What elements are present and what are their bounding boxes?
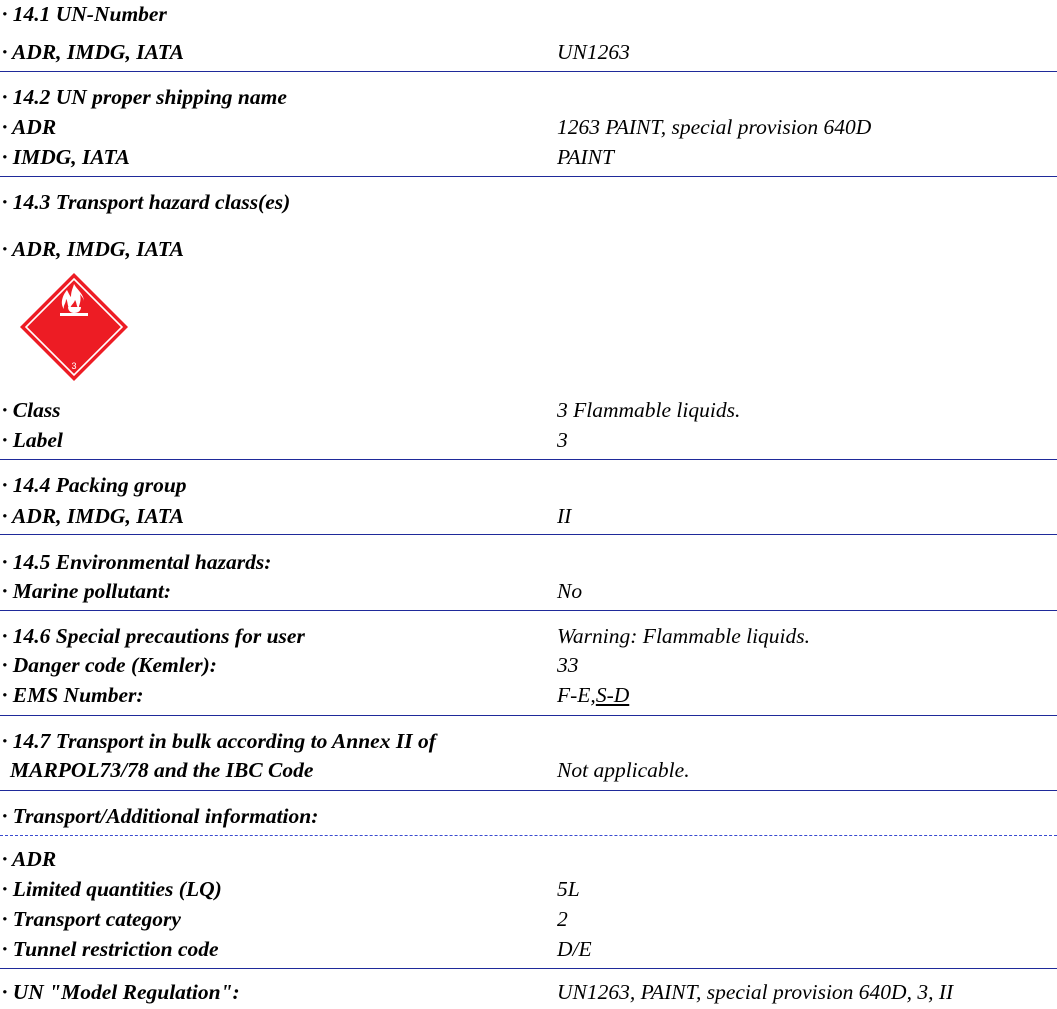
shipping-name-adr-value: 1263 PAINT, special provision 640D xyxy=(557,115,872,139)
special-precautions-value: Warning: Flammable liquids. xyxy=(557,624,811,648)
transport-category-label: · Transport category xyxy=(2,907,181,931)
section-divider xyxy=(0,610,1057,611)
tunnel-restriction-label: · Tunnel restriction code xyxy=(2,937,219,961)
section-divider xyxy=(0,968,1057,969)
un-number-mode: · ADR, IMDG, IATA xyxy=(2,40,185,64)
ems-number-value xyxy=(557,682,629,708)
label-label: · Label xyxy=(2,428,63,452)
ems-number-value-b: S-D xyxy=(595,683,630,707)
shipping-name-imdg-label: · IMDG, IATA xyxy=(2,145,130,169)
section-14-7-heading-line2: MARPOL73/78 and the IBC Code xyxy=(10,758,314,782)
limited-quantities-label: · Limited quantities (LQ) xyxy=(2,877,222,901)
section-14-5-heading: · 14.5 Environmental hazards: xyxy=(2,550,272,574)
ems-number-value-a: F-E, xyxy=(557,683,596,707)
section-14-7-heading: · 14.7 Transport in bulk according to Annex II of xyxy=(2,729,436,753)
marine-pollutant-value: No xyxy=(557,579,583,603)
section-divider xyxy=(0,790,1057,791)
packing-group-value: II xyxy=(557,504,572,528)
limited-quantities-value: 5L xyxy=(557,877,580,901)
section-divider xyxy=(0,534,1057,535)
section-divider xyxy=(0,715,1057,716)
class-value: 3 Flammable liquids. xyxy=(557,398,741,422)
class-label: · Class xyxy=(2,398,61,422)
un-model-regulation-value: UN1263, PAINT, special provision 640D, 3, II xyxy=(557,980,954,1004)
un-number-value: UN1263 xyxy=(557,40,630,64)
packing-group-mode: · ADR, IMDG, IATA xyxy=(2,504,185,528)
section-divider xyxy=(0,176,1057,177)
dashed-divider xyxy=(0,835,1057,836)
section-divider xyxy=(0,459,1057,460)
kemler-label: · Danger code (Kemler): xyxy=(2,653,217,677)
bulk-transport-value: Not applicable. xyxy=(557,758,690,782)
kemler-value: 33 xyxy=(557,653,579,677)
marine-pollutant-label: · Marine pollutant: xyxy=(2,579,172,603)
un-model-regulation-label: · UN "Model Regulation": xyxy=(2,980,240,1004)
section-14-1-heading: · 14.1 UN-Number xyxy=(2,2,167,26)
section-divider xyxy=(0,71,1057,72)
ems-number-label: · EMS Number: xyxy=(2,683,144,707)
shipping-name-adr-label: · ADR xyxy=(2,115,57,139)
tunnel-restriction-value: D/E xyxy=(557,937,592,961)
hazard-diamond-number: 3 xyxy=(71,361,77,371)
shipping-name-imdg-value: PAINT xyxy=(557,145,614,169)
section-14-3-heading: · 14.3 Transport hazard class(es) xyxy=(2,190,291,214)
flammable-liquid-hazard-diamond xyxy=(18,271,130,383)
additional-info-heading: · Transport/Additional information: xyxy=(2,804,319,828)
hazard-class-mode: · ADR, IMDG, IATA xyxy=(2,237,185,261)
label-value: 3 xyxy=(557,428,568,452)
section-14-4-heading: · 14.4 Packing group xyxy=(2,473,187,497)
additional-adr-heading: · ADR xyxy=(2,847,57,871)
section-14-6-heading: · 14.6 Special precautions for user xyxy=(2,624,305,648)
section-14-2-heading: · 14.2 UN proper shipping name xyxy=(2,85,287,109)
transport-category-value: 2 xyxy=(557,907,568,931)
